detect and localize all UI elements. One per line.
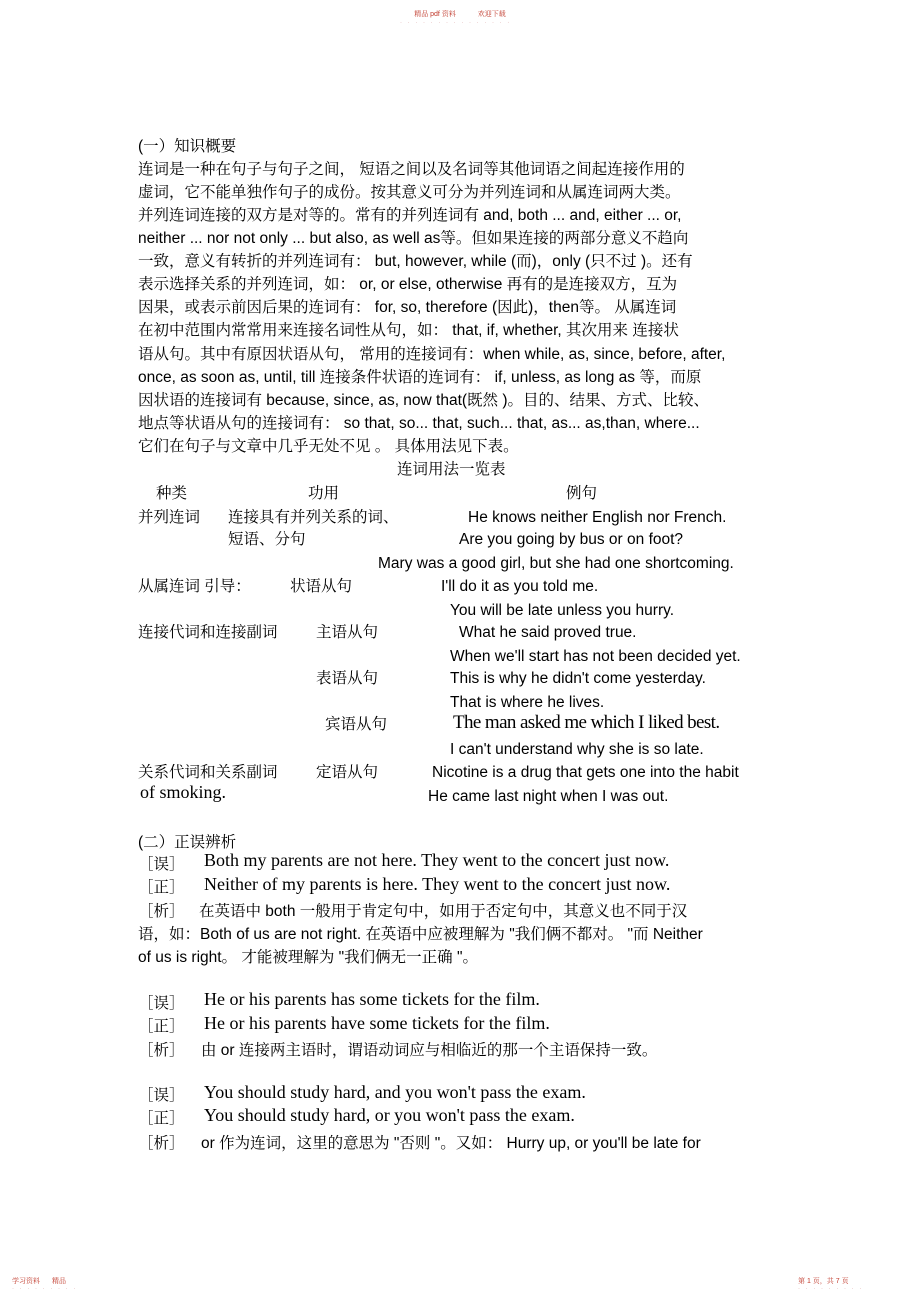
table-cell: 并列连词 xyxy=(138,509,201,526)
header-dots: · · · · · · · · · · · · · · · xyxy=(400,20,512,26)
table-cell: 连接代词和连接副词 xyxy=(138,624,278,641)
page-header xyxy=(0,9,920,19)
footer-left-text-1: 学习资料 xyxy=(12,1278,40,1285)
table-title: 连词用法一览表 xyxy=(397,461,506,478)
table-cell: I'll do it as you told me. xyxy=(441,578,599,595)
paragraph-line: 虚词，它不能单独作句子的成份。按其意义可分为并列连词和从属连词两大类。 xyxy=(138,184,681,201)
table-cell: The man asked me which I liked best. xyxy=(453,712,720,733)
table-cell: 主语从句 xyxy=(316,624,379,641)
header-left-text: 精品 pdf 资料 xyxy=(414,11,456,18)
paragraph-line: 在初中范围内常常用来连接名词性从句，如： that, if, whether, 其次用来 连接状 xyxy=(138,322,679,339)
table-header-function: 功用 xyxy=(308,485,340,502)
table-cell: 定语从句 xyxy=(316,764,379,781)
tag-right: ［正］ xyxy=(138,1110,185,1127)
table-header-example: 例句 xyxy=(566,485,598,502)
analysis-line: of us is right。 才能被理解为 "我们俩无一正确 "。 xyxy=(138,949,478,966)
paragraph-line: neither ... nor not only ... but also, as well as等。但如果连接的两部分意义不趋向 xyxy=(138,230,689,247)
footer-left xyxy=(12,1276,76,1286)
table-cell: Mary was a good girl, but she had one shortcoming. xyxy=(378,555,734,572)
footer-left-text-2: 精品 xyxy=(51,1278,66,1285)
tag-right: ［正］ xyxy=(138,879,185,896)
tag-wrong: ［误］ xyxy=(138,1087,185,1104)
analysis-line: 在英语中 both 一般用于肯定句中，如用于否定句中，其意义也不同于汉 xyxy=(199,903,688,920)
wrong-sentence: He or his parents has some tickets for the film. xyxy=(204,989,540,1009)
tag-analysis: ［析］ xyxy=(138,1135,185,1152)
table-cell: When we'll start has not been decided yet. xyxy=(450,648,741,665)
footer-left-dots: · · · · · · · · · xyxy=(12,1286,78,1292)
table-cell: 宾语从句 xyxy=(325,716,388,733)
paragraph-line: once, as soon as, until, till 连接条件状语的连词有： if, unless, as long as 等，而原 xyxy=(138,369,702,386)
table-cell: of smoking. xyxy=(140,782,227,802)
table-cell: He came last night when I was out. xyxy=(428,788,669,805)
right-sentence: Neither of my parents is here. They went to the concert just now. xyxy=(204,874,671,894)
tag-analysis: ［析］ xyxy=(138,1042,185,1059)
table-cell: Nicotine is a drug that gets one into the habit xyxy=(432,764,739,781)
paragraph-line: 表示选择关系的并列连词，如： or, or else, otherwise 再有的是连接双方，互为 xyxy=(138,276,678,293)
table-cell: You will be late unless you hurry. xyxy=(450,602,675,619)
analysis-line: 由 or 连接两主语时，谓语动词应与相临近的那一个主语保持一致。 xyxy=(201,1042,658,1059)
tag-wrong: ［误］ xyxy=(138,856,185,873)
table-cell: 从属连词 引导： xyxy=(138,578,251,595)
wrong-sentence: You should study hard, and you won't pass the exam. xyxy=(204,1082,586,1102)
paragraph-line: 地点等状语从句的连接词有： so that, so... that, such... that, as... as,than, where... xyxy=(138,415,700,432)
page-number: 第 1 页，共 7 页 xyxy=(798,1278,849,1285)
table-cell: I can't understand why she is so late. xyxy=(450,741,704,758)
paragraph-line: 因状语的连接词有 because, since, as, now that(既然 )。目的、结果、方式、比较、 xyxy=(138,392,710,409)
tag-right: ［正］ xyxy=(138,1018,185,1035)
analysis-line: or 作为连词，这里的意思为 "否则 "。又如： Hurry up, or you'll be late for xyxy=(201,1135,701,1152)
section2-heading: (二）正误辨析 xyxy=(138,834,237,851)
table-cell: That is where he lives. xyxy=(450,694,605,711)
table-cell: 状语从句 xyxy=(290,578,353,595)
paragraph-line: 连词是一种在句子与句子之间， 短语之间以及名词等其他词语之间起连接作用的 xyxy=(138,161,685,178)
header-right-text: 欢迎下载 xyxy=(477,11,506,18)
paragraph-line: 因果，或表示前因后果的连词有： for, so, therefore (因此)，then等。 从属连词 xyxy=(138,299,677,316)
paragraph-line: 它们在句子与文章中几乎无处不见 。 具体用法见下表。 xyxy=(138,438,519,455)
table-cell: 表语从句 xyxy=(316,670,379,687)
paragraph-line: 一致，意义有转折的并列连词有： but, however, while (而)，only (只不过 )。还有 xyxy=(138,253,693,270)
analysis-line: 语，如：Both of us are not right. 在英语中应被理解为 "我们俩不都对。 "而 Neither xyxy=(138,926,703,943)
wrong-sentence: Both my parents are not here. They went to the concert just now. xyxy=(204,850,670,870)
table-cell: 短语、分句 xyxy=(228,531,306,548)
footer-right-dots: · · · · · · · · · xyxy=(798,1286,864,1292)
right-sentence: You should study hard, or you won't pass the exam. xyxy=(204,1105,575,1125)
tag-wrong: ［误］ xyxy=(138,995,185,1012)
paragraph-line: 并列连词连接的双方是对等的。常有的并列连词有 and, both ... and, either ... or, xyxy=(138,207,682,224)
table-cell: He knows neither English nor French. xyxy=(468,509,727,526)
table-cell: This is why he didn't come yesterday. xyxy=(450,670,706,687)
table-header-category: 种类 xyxy=(156,485,188,502)
table-cell: Are you going by bus or on foot? xyxy=(459,531,684,548)
tag-analysis: ［析］ xyxy=(138,903,185,920)
table-cell: 连接具有并列关系的词、 xyxy=(228,509,399,526)
section1-heading: (一）知识概要 xyxy=(138,138,237,155)
paragraph-line: 语从句。其中有原因状语从句， 常用的连接词有：when while, as, since, before, after, xyxy=(138,346,726,363)
table-cell: What he said proved true. xyxy=(459,624,637,641)
table-cell: 关系代词和关系副词 xyxy=(138,764,278,781)
right-sentence: He or his parents have some tickets for the film. xyxy=(204,1013,550,1033)
